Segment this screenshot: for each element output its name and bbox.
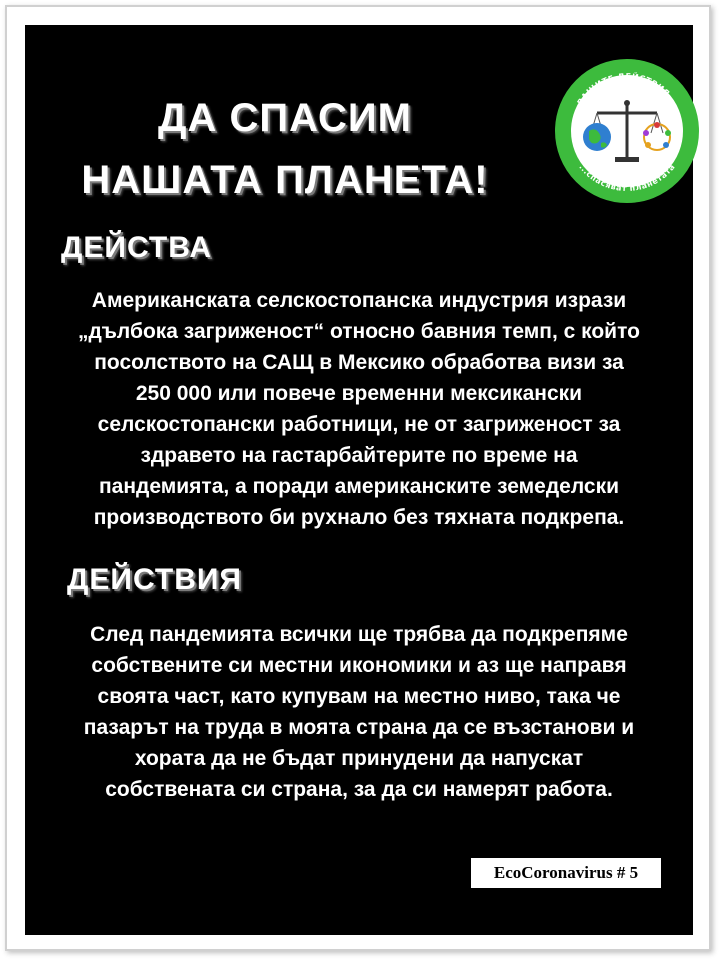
text-line: пандемията, а поради американските земеделски (98, 475, 620, 498)
title-line-2: НАШАТА ПЛАНЕТА! (81, 158, 489, 202)
logo-top-text: ВАШИТЕ ДЕЙСТВИЯ... (575, 71, 679, 107)
section-heading-1: ДЕЙСТВА (61, 231, 213, 264)
text-line: собствените си местни икономики и аз ще направя (91, 654, 627, 677)
text-line: здравето на гастарбайтерите по време на (140, 444, 578, 467)
eco-coronavirus-tag: EcoCoronavirus # 5 (471, 858, 661, 888)
poster-title (65, 87, 505, 211)
text-line: „дълбока загриженост“ относно бавния темп, с който (78, 320, 640, 343)
section-text-1 (25, 285, 693, 533)
text-line: 250 000 или повече временни мексикански (135, 382, 583, 405)
text-line: пазарът на труда в моята страна да се възстанови и (83, 716, 635, 739)
text-line: посолството на САЩ в Мексико обработва визи за (94, 351, 624, 374)
logo-bottom-text: ...спасяват планетата (577, 162, 677, 194)
title-line-1: ДА СПАСИМ (158, 96, 412, 140)
text-line: производството би рухнало без тяхната подкрепа. (93, 506, 625, 529)
text-line: След пандемията всички ще трябва да подкрепяме (90, 623, 628, 646)
text-line: селскостопански работници, не от загриженост за (97, 413, 621, 436)
section-heading-2: ДЕЙСТВИЯ (67, 563, 242, 596)
text-line: собствената си страна, за да си намерят работа. (105, 778, 613, 801)
text-line: своята част, като купувам на местно ниво, така че (97, 685, 621, 708)
text-line: хората да не бъдат принудени да напускат (134, 747, 584, 770)
logo (553, 57, 701, 205)
section-text-2 (25, 619, 693, 805)
poster-panel (25, 25, 693, 935)
text-line: Американската селскостопанска индустрия изрази (91, 289, 627, 312)
